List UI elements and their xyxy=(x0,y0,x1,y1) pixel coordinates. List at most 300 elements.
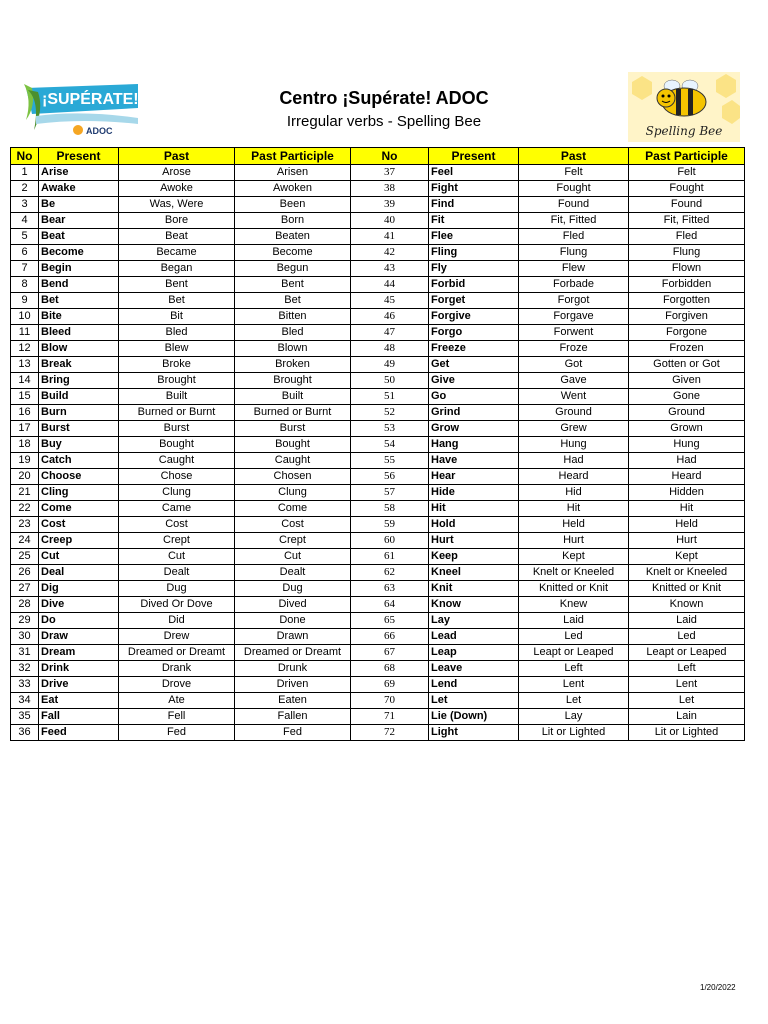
cell-past: Became xyxy=(119,245,235,261)
table-row xyxy=(11,565,745,581)
cell-past-participle: Hung xyxy=(629,437,745,453)
table-row xyxy=(11,261,745,277)
cell-past: Laid xyxy=(519,613,629,629)
cell-past: Knew xyxy=(519,597,629,613)
cell-present: Know xyxy=(429,597,519,613)
cell-number: 56 xyxy=(351,469,429,485)
cell-number: 12 xyxy=(11,341,39,357)
cell-present: Dig xyxy=(39,581,119,597)
cell-past-participle: Fit, Fitted xyxy=(629,213,745,229)
cell-number: 34 xyxy=(11,693,39,709)
cell-number: 11 xyxy=(11,325,39,341)
cell-present: Do xyxy=(39,613,119,629)
column-header-past-participle: Past Participle xyxy=(235,148,351,165)
cell-past-participle: Forgotten xyxy=(629,293,745,309)
cell-past: Had xyxy=(519,453,629,469)
cell-number: 18 xyxy=(11,437,39,453)
cell-number: 62 xyxy=(351,565,429,581)
cell-past-participle: Flung xyxy=(629,245,745,261)
cell-present: Catch xyxy=(39,453,119,469)
cell-past-participle: Awoken xyxy=(235,181,351,197)
cell-present: Lay xyxy=(429,613,519,629)
cell-number: 7 xyxy=(11,261,39,277)
cell-past-participle: Come xyxy=(235,501,351,517)
cell-past-participle: Dug xyxy=(235,581,351,597)
cell-present: Hit xyxy=(429,501,519,517)
cell-number: 48 xyxy=(351,341,429,357)
cell-past: Held xyxy=(519,517,629,533)
table-row xyxy=(11,469,745,485)
cell-past: Brought xyxy=(119,373,235,389)
cell-past-participle: Laid xyxy=(629,613,745,629)
cell-present: Freeze xyxy=(429,341,519,357)
cell-present: Feel xyxy=(429,165,519,181)
cell-number: 32 xyxy=(11,661,39,677)
cell-number: 9 xyxy=(11,293,39,309)
table-row xyxy=(11,373,745,389)
cell-past: Hung xyxy=(519,437,629,453)
table-row xyxy=(11,357,745,373)
cell-past: Cut xyxy=(119,549,235,565)
cell-number: 57 xyxy=(351,485,429,501)
cell-past-participle: Caught xyxy=(235,453,351,469)
cell-present: Eat xyxy=(39,693,119,709)
cell-number: 45 xyxy=(351,293,429,309)
cell-present: Come xyxy=(39,501,119,517)
cell-past: Bent xyxy=(119,277,235,293)
cell-past: Crept xyxy=(119,533,235,549)
cell-past: Found xyxy=(519,197,629,213)
cell-past-participle: Kept xyxy=(629,549,745,565)
cell-past: Cost xyxy=(119,517,235,533)
table-row xyxy=(11,677,745,693)
table-row xyxy=(11,597,745,613)
cell-past: Lay xyxy=(519,709,629,725)
cell-past: Dived Or Dove xyxy=(119,597,235,613)
page-subtitle: Irregular verbs - Spelling Bee xyxy=(286,113,482,130)
cell-past-participle: Left xyxy=(629,661,745,677)
cell-past-participle: Bet xyxy=(235,293,351,309)
cell-past-participle: Burned or Burnt xyxy=(235,405,351,421)
cell-present: Kneel xyxy=(429,565,519,581)
cell-number: 51 xyxy=(351,389,429,405)
cell-past-participle: Hidden xyxy=(629,485,745,501)
cell-past: Felt xyxy=(519,165,629,181)
cell-past: Led xyxy=(519,629,629,645)
cell-past: Knitted or Knit xyxy=(519,581,629,597)
cell-past: Hid xyxy=(519,485,629,501)
cell-present: Fall xyxy=(39,709,119,725)
logo-left-text: ¡SUPÉRATE! xyxy=(42,91,139,108)
cell-past-participle: Arisen xyxy=(235,165,351,181)
cell-number: 17 xyxy=(11,421,39,437)
table-row xyxy=(11,421,745,437)
cell-number: 50 xyxy=(351,373,429,389)
cell-past-participle: Chosen xyxy=(235,469,351,485)
table-row xyxy=(11,229,745,245)
cell-past-participle: Begun xyxy=(235,261,351,277)
cell-past-participle: Broken xyxy=(235,357,351,373)
cell-number: 26 xyxy=(11,565,39,581)
cell-past: Forgot xyxy=(519,293,629,309)
table-row xyxy=(11,725,745,741)
table-header-row xyxy=(11,148,745,165)
cell-present: Have xyxy=(429,453,519,469)
column-header-no: No xyxy=(351,148,429,165)
cell-past: Bit xyxy=(119,309,235,325)
cell-past-participle: Become xyxy=(235,245,351,261)
cell-past-participle: Forgone xyxy=(629,325,745,341)
cell-present: Grow xyxy=(429,421,519,437)
cell-present: Arise xyxy=(39,165,119,181)
cell-past: Burst xyxy=(119,421,235,437)
cell-number: 67 xyxy=(351,645,429,661)
cell-number: 14 xyxy=(11,373,39,389)
cell-past-participle: Flown xyxy=(629,261,745,277)
cell-past-participle: Knitted or Knit xyxy=(629,581,745,597)
cell-number: 49 xyxy=(351,357,429,373)
cell-number: 40 xyxy=(351,213,429,229)
cell-past: Fit, Fitted xyxy=(519,213,629,229)
cell-past-participle: Driven xyxy=(235,677,351,693)
cell-number: 28 xyxy=(11,597,39,613)
cell-past-participle: Led xyxy=(629,629,745,645)
table-row xyxy=(11,181,745,197)
logo-left-sub: ADOC xyxy=(86,126,113,136)
cell-past: Dreamed or Dreamt xyxy=(119,645,235,661)
cell-past: Fell xyxy=(119,709,235,725)
table-row xyxy=(11,309,745,325)
cell-past-participle: Brought xyxy=(235,373,351,389)
cell-number: 8 xyxy=(11,277,39,293)
cell-past-participle: Clung xyxy=(235,485,351,501)
cell-past: Began xyxy=(119,261,235,277)
cell-past: Fought xyxy=(519,181,629,197)
cell-number: 42 xyxy=(351,245,429,261)
cell-present: Bite xyxy=(39,309,119,325)
cell-past-participle: Beaten xyxy=(235,229,351,245)
cell-present: Hide xyxy=(429,485,519,501)
cell-present: Fight xyxy=(429,181,519,197)
cell-past-participle: Hit xyxy=(629,501,745,517)
cell-number: 25 xyxy=(11,549,39,565)
table-row xyxy=(11,533,745,549)
cell-number: 52 xyxy=(351,405,429,421)
cell-past: Came xyxy=(119,501,235,517)
table-row xyxy=(11,709,745,725)
cell-number: 47 xyxy=(351,325,429,341)
cell-past: Drank xyxy=(119,661,235,677)
cell-past-participle: Fought xyxy=(629,181,745,197)
cell-past-participle: Been xyxy=(235,197,351,213)
cell-number: 31 xyxy=(11,645,39,661)
cell-past-participle: Grown xyxy=(629,421,745,437)
cell-number: 19 xyxy=(11,453,39,469)
cell-past: Kept xyxy=(519,549,629,565)
cell-present: Buy xyxy=(39,437,119,453)
cell-past: Burned or Burnt xyxy=(119,405,235,421)
cell-present: Go xyxy=(429,389,519,405)
cell-number: 41 xyxy=(351,229,429,245)
cell-past: Flew xyxy=(519,261,629,277)
cell-number: 70 xyxy=(351,693,429,709)
table-row xyxy=(11,501,745,517)
cell-past-participle: Knelt or Kneeled xyxy=(629,565,745,581)
cell-number: 15 xyxy=(11,389,39,405)
cell-past-participle: Blown xyxy=(235,341,351,357)
cell-present: Lead xyxy=(429,629,519,645)
cell-past: Bled xyxy=(119,325,235,341)
cell-present: Deal xyxy=(39,565,119,581)
cell-past: Let xyxy=(519,693,629,709)
table-row xyxy=(11,293,745,309)
cell-number: 10 xyxy=(11,309,39,325)
cell-past: Drew xyxy=(119,629,235,645)
cell-past: Fled xyxy=(519,229,629,245)
cell-past: Arose xyxy=(119,165,235,181)
cell-past-participle: Heard xyxy=(629,469,745,485)
table-row xyxy=(11,341,745,357)
cell-present: Creep xyxy=(39,533,119,549)
cell-number: 22 xyxy=(11,501,39,517)
cell-past: Flung xyxy=(519,245,629,261)
cell-past: Fed xyxy=(119,725,235,741)
cell-present: Hurt xyxy=(429,533,519,549)
cell-past: Chose xyxy=(119,469,235,485)
cell-past: Got xyxy=(519,357,629,373)
table-row xyxy=(11,693,745,709)
cell-number: 71 xyxy=(351,709,429,725)
cell-past: Left xyxy=(519,661,629,677)
cell-past-participle: Fallen xyxy=(235,709,351,725)
table-row xyxy=(11,549,745,565)
logo-right-text: Spelling Bee xyxy=(645,124,723,138)
cell-past-participle: Known xyxy=(629,597,745,613)
cell-present: Fly xyxy=(429,261,519,277)
cell-present: Bleed xyxy=(39,325,119,341)
cell-number: 33 xyxy=(11,677,39,693)
cell-present: Feed xyxy=(39,725,119,741)
cell-present: Fling xyxy=(429,245,519,261)
table-row xyxy=(11,661,745,677)
cell-past-participle: Drawn xyxy=(235,629,351,645)
cell-past-participle: Ground xyxy=(629,405,745,421)
cell-number: 63 xyxy=(351,581,429,597)
cell-number: 46 xyxy=(351,309,429,325)
cell-number: 29 xyxy=(11,613,39,629)
cell-present: Dream xyxy=(39,645,119,661)
cell-number: 3 xyxy=(11,197,39,213)
table-row xyxy=(11,645,745,661)
cell-present: Hang xyxy=(429,437,519,453)
cell-past: Leapt or Leaped xyxy=(519,645,629,661)
cell-number: 24 xyxy=(11,533,39,549)
cell-present: Get xyxy=(429,357,519,373)
cell-past: Lent xyxy=(519,677,629,693)
cell-present: Drink xyxy=(39,661,119,677)
cell-past-participle: Let xyxy=(629,693,745,709)
cell-past-participle: Given xyxy=(629,373,745,389)
cell-present: Leap xyxy=(429,645,519,661)
cell-past: Ate xyxy=(119,693,235,709)
cell-number: 55 xyxy=(351,453,429,469)
cell-number: 27 xyxy=(11,581,39,597)
cell-past-participle: Born xyxy=(235,213,351,229)
cell-present: Forgive xyxy=(429,309,519,325)
cell-number: 16 xyxy=(11,405,39,421)
cell-number: 43 xyxy=(351,261,429,277)
cell-past-participle: Eaten xyxy=(235,693,351,709)
cell-number: 44 xyxy=(351,277,429,293)
table-row xyxy=(11,613,745,629)
table-row xyxy=(11,213,745,229)
cell-present: Bring xyxy=(39,373,119,389)
cell-past-participle: Lit or Lighted xyxy=(629,725,745,741)
cell-number: 36 xyxy=(11,725,39,741)
cell-present: Begin xyxy=(39,261,119,277)
cell-present: Break xyxy=(39,357,119,373)
cell-past-participle: Felt xyxy=(629,165,745,181)
cell-past-participle: Crept xyxy=(235,533,351,549)
cell-past: Lit or Lighted xyxy=(519,725,629,741)
cell-present: Bear xyxy=(39,213,119,229)
cell-present: Be xyxy=(39,197,119,213)
cell-present: Flee xyxy=(429,229,519,245)
cell-past-participle: Forbidden xyxy=(629,277,745,293)
cell-past-participle: Gone xyxy=(629,389,745,405)
cell-past-participle: Dived xyxy=(235,597,351,613)
cell-present: Build xyxy=(39,389,119,405)
cell-past: Gave xyxy=(519,373,629,389)
cell-past: Forbade xyxy=(519,277,629,293)
cell-present: Drive xyxy=(39,677,119,693)
cell-present: Knit xyxy=(429,581,519,597)
cell-number: 20 xyxy=(11,469,39,485)
cell-present: Cling xyxy=(39,485,119,501)
cell-past-participle: Dreamed or Dreamt xyxy=(235,645,351,661)
cell-number: 69 xyxy=(351,677,429,693)
cell-past-participle: Done xyxy=(235,613,351,629)
cell-number: 38 xyxy=(351,181,429,197)
cell-past: Bore xyxy=(119,213,235,229)
cell-past: Dug xyxy=(119,581,235,597)
cell-past-participle: Found xyxy=(629,197,745,213)
cell-present: Forgo xyxy=(429,325,519,341)
cell-past-participle: Hurt xyxy=(629,533,745,549)
cell-number: 30 xyxy=(11,629,39,645)
cell-present: Burst xyxy=(39,421,119,437)
cell-past-participle: Built xyxy=(235,389,351,405)
cell-present: Cost xyxy=(39,517,119,533)
table-row xyxy=(11,485,745,501)
cell-number: 65 xyxy=(351,613,429,629)
cell-present: Grind xyxy=(429,405,519,421)
cell-past: Broke xyxy=(119,357,235,373)
cell-present: Awake xyxy=(39,181,119,197)
cell-number: 72 xyxy=(351,725,429,741)
cell-past: Built xyxy=(119,389,235,405)
cell-past-participle: Drunk xyxy=(235,661,351,677)
cell-past: Blew xyxy=(119,341,235,357)
cell-past-participle: Cost xyxy=(235,517,351,533)
cell-present: Draw xyxy=(39,629,119,645)
irregular-verbs-table xyxy=(10,147,745,741)
cell-past: Bet xyxy=(119,293,235,309)
cell-past-participle: Dealt xyxy=(235,565,351,581)
cell-past: Drove xyxy=(119,677,235,693)
column-header-past-participle: Past Participle xyxy=(629,148,745,165)
cell-number: 68 xyxy=(351,661,429,677)
table-row xyxy=(11,165,745,181)
cell-past-participle: Lain xyxy=(629,709,745,725)
cell-present: Lend xyxy=(429,677,519,693)
cell-past: Grew xyxy=(519,421,629,437)
column-header-no: No xyxy=(11,148,39,165)
cell-past: Dealt xyxy=(119,565,235,581)
cell-present: Lie (Down) xyxy=(429,709,519,725)
cell-present: Give xyxy=(429,373,519,389)
cell-present: Leave xyxy=(429,661,519,677)
cell-past-participle: Frozen xyxy=(629,341,745,357)
cell-past: Clung xyxy=(119,485,235,501)
cell-past-participle: Cut xyxy=(235,549,351,565)
column-header-past: Past xyxy=(119,148,235,165)
column-header-present: Present xyxy=(429,148,519,165)
cell-present: Blow xyxy=(39,341,119,357)
cell-present: Beat xyxy=(39,229,119,245)
table-row xyxy=(11,405,745,421)
cell-number: 23 xyxy=(11,517,39,533)
cell-past: Awoke xyxy=(119,181,235,197)
cell-past: Froze xyxy=(519,341,629,357)
table-row xyxy=(11,197,745,213)
cell-number: 5 xyxy=(11,229,39,245)
cell-present: Forget xyxy=(429,293,519,309)
table-row xyxy=(11,629,745,645)
cell-present: Bet xyxy=(39,293,119,309)
cell-past: Bought xyxy=(119,437,235,453)
cell-number: 1 xyxy=(11,165,39,181)
cell-past-participle: Forgiven xyxy=(629,309,745,325)
cell-past: Hit xyxy=(519,501,629,517)
cell-past: Hurt xyxy=(519,533,629,549)
cell-past-participle: Leapt or Leaped xyxy=(629,645,745,661)
spelling-bee-logo xyxy=(628,72,740,142)
cell-present: Forbid xyxy=(429,277,519,293)
cell-number: 64 xyxy=(351,597,429,613)
table-row xyxy=(11,517,745,533)
cell-past-participle: Held xyxy=(629,517,745,533)
table-row xyxy=(11,245,745,261)
cell-past: Was, Were xyxy=(119,197,235,213)
cell-past-participle: Had xyxy=(629,453,745,469)
cell-number: 54 xyxy=(351,437,429,453)
cell-present: Keep xyxy=(429,549,519,565)
cell-past: Forgave xyxy=(519,309,629,325)
page-title: Centro ¡Supérate! ADOC xyxy=(279,88,489,108)
cell-number: 13 xyxy=(11,357,39,373)
table-row xyxy=(11,389,745,405)
cell-past: Heard xyxy=(519,469,629,485)
column-header-present: Present xyxy=(39,148,119,165)
cell-past-participle: Bought xyxy=(235,437,351,453)
table-row xyxy=(11,581,745,597)
table-row xyxy=(11,277,745,293)
cell-number: 60 xyxy=(351,533,429,549)
cell-past: Forwent xyxy=(519,325,629,341)
cell-past: Did xyxy=(119,613,235,629)
cell-past: Beat xyxy=(119,229,235,245)
